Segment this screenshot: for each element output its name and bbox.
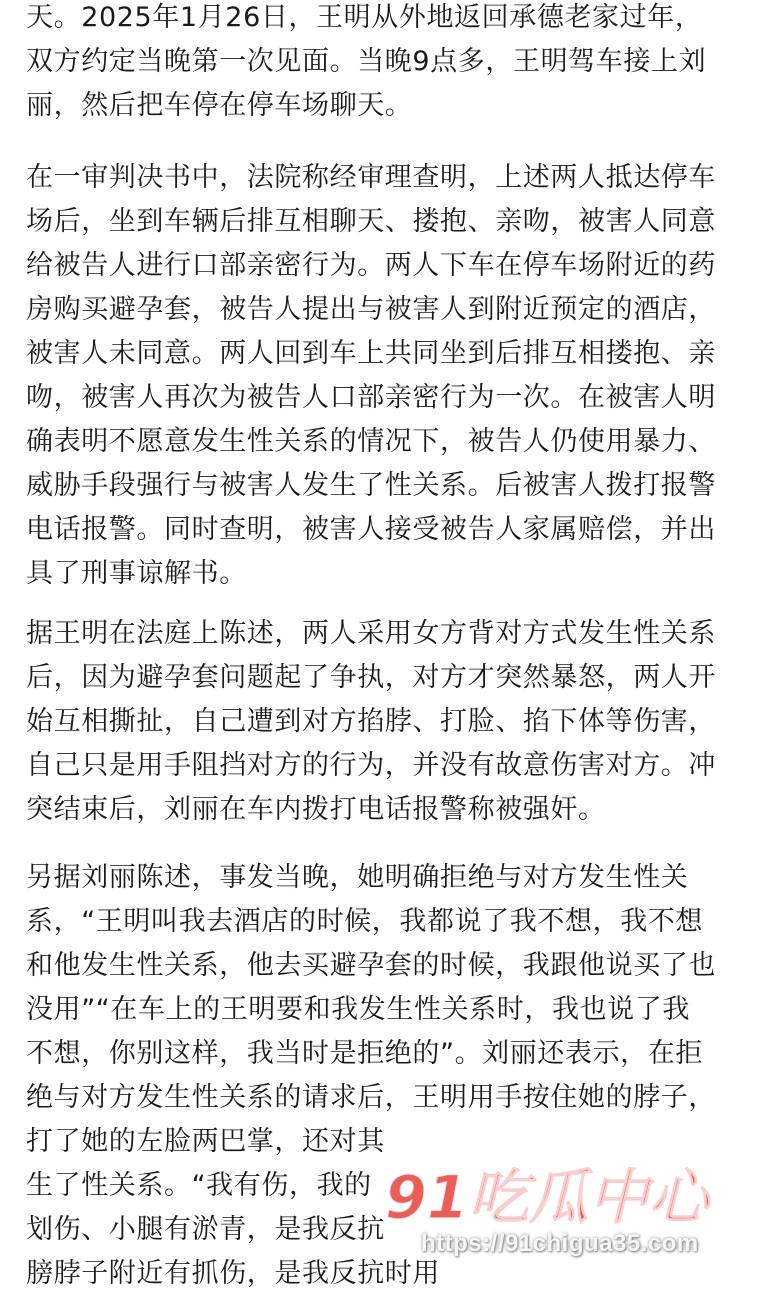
- text-line: 没用”“在车上的王明要和我发生性关系时，我也说了我: [26, 994, 690, 1025]
- text-line: 后，因为避孕套问题起了争执，对方才突然暴怒，两人开: [26, 662, 716, 693]
- text-line: 据王明在法庭上陈述，两人采用女方背对方式发生性关系: [26, 618, 716, 649]
- text-line: 突结束后，刘丽在车内拨打电话报警称被强奸。: [26, 794, 606, 825]
- text-line: 生了性关系。“我有伤，我的: [26, 1170, 372, 1201]
- text-line: 自己只是用手阻挡对方的行为，并没有故意伤害对方。冲: [26, 750, 716, 781]
- text-line: 和他发生性关系，他去买避孕套的时候，我跟他说买了也: [26, 950, 716, 981]
- paragraph-1: [26, 0, 746, 128]
- text-line: 在一审判决书中，法院称经审理查明，上述两人抵达停车: [26, 162, 716, 193]
- paragraph-4: [26, 856, 746, 1296]
- text-line: 不想，你别这样，我当时是拒绝的”。刘丽还表示，在拒: [26, 1038, 703, 1069]
- paragraph-2: [26, 156, 746, 596]
- paragraph-3: [26, 612, 746, 832]
- text-line: 房购买避孕套，被告人提出与被害人到附近预定的酒店，: [26, 294, 716, 325]
- text-line: 始互相撕扯，自己遭到对方掐脖、打脸、掐下体等伤害，: [26, 706, 716, 737]
- text-line: 丽，然后把车停在停车场聊天。: [26, 90, 413, 121]
- text-line: 系，“王明叫我去酒店的时候，我都说了我不想，我不想: [26, 906, 703, 937]
- watermark-url: https://91chigua35.com: [421, 1230, 699, 1257]
- text-line: 膀脖子附近有抓伤，是我反抗时用: [26, 1258, 440, 1289]
- text-line: 双方约定当晚第一次见面。当晚9点多，王明驾车接上刘: [26, 46, 707, 77]
- text-line: 具了刑事谅解书。: [26, 558, 247, 589]
- text-line: 给被告人进行口部亲密行为。两人下车在停车场附近的药: [26, 250, 716, 281]
- text-line: 天。2025年1月26日，王明从外地返回承德老家过年，: [26, 2, 703, 33]
- text-line: 电话报警。同时查明，被害人接受被告人家属赔偿，并出: [26, 514, 716, 545]
- text-line: 另据刘丽陈述，事发当晚，她明确拒绝与对方发生性关: [26, 862, 689, 893]
- text-line: 确表明不愿意发生性关系的情况下，被告人仍使用暴力、: [26, 426, 716, 457]
- text-line: 划伤、小腿有淤青，是我反抗: [26, 1214, 385, 1245]
- text-line: 打了她的左脸两巴掌，还对其: [26, 1126, 385, 1157]
- text-line: 威胁手段强行与被害人发生了性关系。后被害人拨打报警: [26, 470, 716, 501]
- text-line: 绝与对方发生性关系的请求后，王明用手按住她的脖子，: [26, 1082, 716, 1113]
- text-line: 吻，被害人再次为被告人口部亲密行为一次。在被害人明: [26, 382, 716, 413]
- text-line: 被害人未同意。两人回到车上共同坐到后排互相搂抱、亲: [26, 338, 716, 369]
- watermark-logo-text: 91吃瓜中心: [385, 1163, 709, 1232]
- text-line: 场后，坐到车辆后排互相聊天、搂抱、亲吻，被害人同意: [26, 206, 716, 237]
